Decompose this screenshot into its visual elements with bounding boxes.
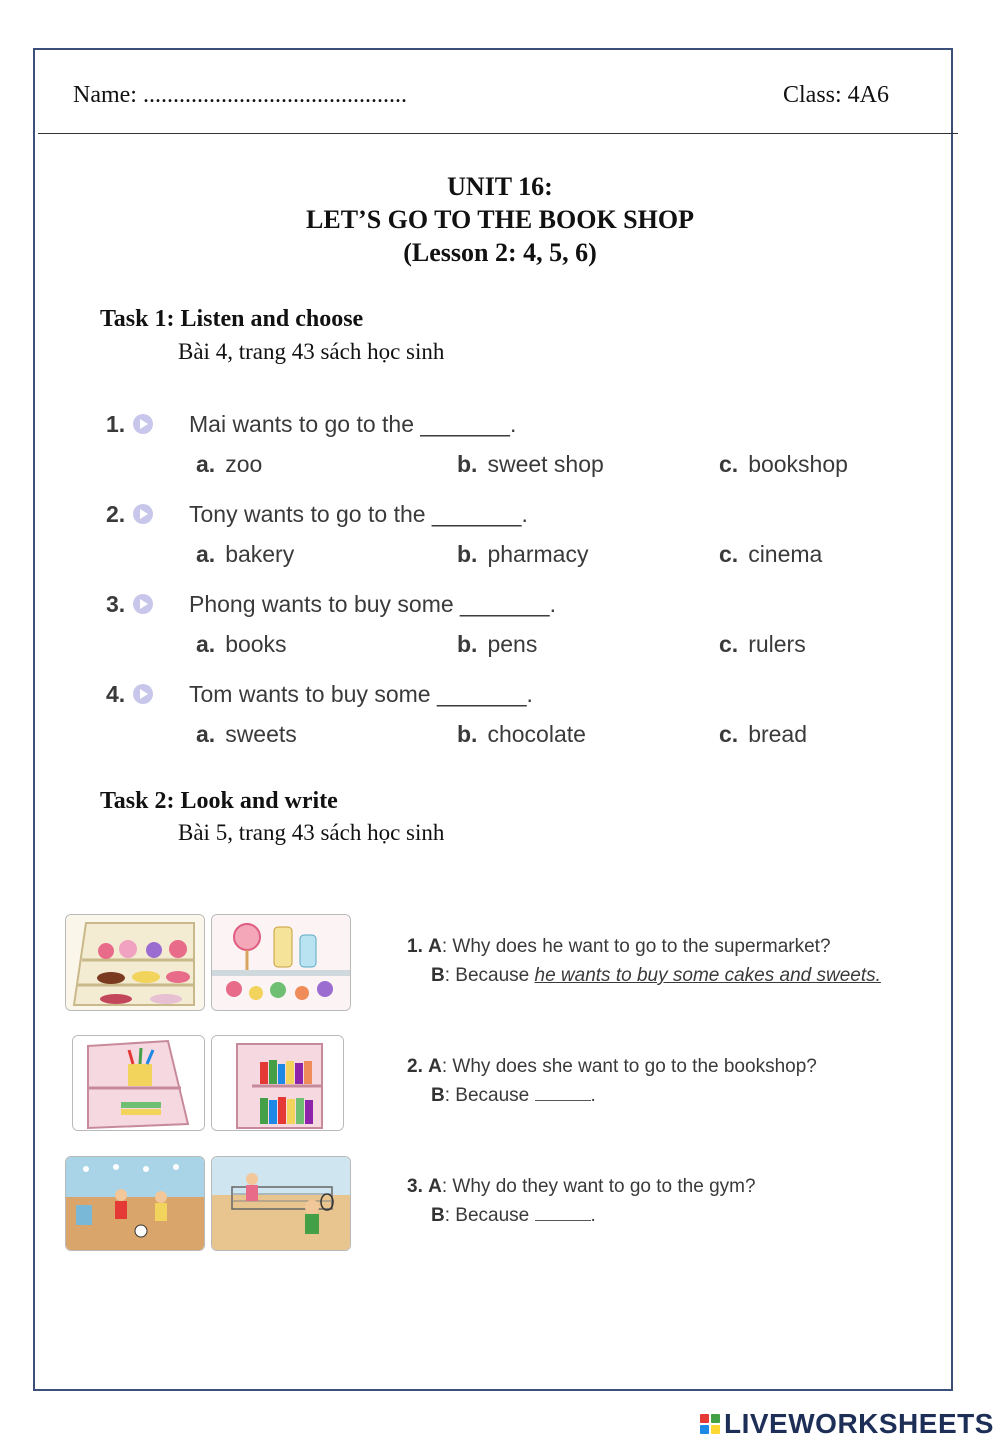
dialogue-2-question: 2. A: Why does she want to go to the bookshop?	[407, 1056, 817, 1077]
option-b[interactable]: b. sweet shop	[457, 451, 604, 477]
lesson-label: (Lesson 2: 4, 5, 6)	[403, 238, 597, 267]
logo-mark-icon	[700, 1414, 720, 1434]
example-answer: he wants to buy some cakes and sweets.	[534, 965, 881, 986]
question-number: 2.	[106, 501, 153, 528]
option-a[interactable]: a. sweets	[196, 721, 297, 747]
logo-text: LIVEWORKSHEETS	[724, 1408, 994, 1439]
class-label: Class: 4A6	[783, 82, 890, 108]
question-number: 1.	[106, 411, 153, 438]
question-number: 3.	[106, 591, 153, 618]
liveworksheets-logo[interactable]	[700, 1408, 994, 1440]
question-text: Tony wants to go to the _______.	[189, 501, 528, 527]
question-text: Phong wants to buy some _______.	[189, 591, 556, 617]
option-a[interactable]: a. books	[196, 631, 287, 657]
gym-badminton-picture	[211, 1156, 351, 1251]
dialogue-1-question: 1. A: Why does he want to go to the supermarket?	[407, 936, 831, 957]
option-a[interactable]: a. zoo	[196, 451, 263, 477]
dialogue-1-answer: B: Because he wants to buy some cakes and sweets.	[431, 965, 881, 986]
logo-square	[700, 1414, 709, 1423]
name-field-label: Name: ............................................	[73, 82, 407, 108]
play-audio-icon[interactable]	[133, 594, 153, 614]
gym-football-picture	[65, 1156, 205, 1251]
option-a[interactable]: a. bakery	[196, 541, 295, 567]
shelf-books-picture	[211, 1035, 344, 1131]
answer-blank-input[interactable]	[535, 1100, 591, 1101]
unit-title: UNIT 16:	[447, 172, 553, 201]
answer-blank-input[interactable]	[535, 1220, 591, 1221]
play-audio-icon[interactable]	[133, 414, 153, 434]
task1-subtitle: Bài 4, trang 43 sách học sinh	[178, 339, 445, 364]
sweet-shop-picture	[211, 914, 351, 1011]
option-b[interactable]: b. pharmacy	[457, 541, 589, 567]
option-b[interactable]: b. pens	[457, 631, 538, 657]
dialogue-2-answer: B: Because .	[431, 1085, 596, 1106]
option-b[interactable]: b. chocolate	[457, 721, 586, 747]
dialogue-3-question: 3. A: Why do they want to go to the gym?	[407, 1176, 756, 1197]
logo-square	[711, 1414, 720, 1423]
play-audio-icon[interactable]	[133, 504, 153, 524]
option-c[interactable]: c. rulers	[719, 631, 806, 657]
question-text: Tom wants to buy some _______.	[189, 681, 533, 707]
question-text: Mai wants to go to the _______.	[189, 411, 517, 437]
shelf-pens-picture	[72, 1035, 205, 1131]
task2-title: Task 2: Look and write	[100, 788, 338, 814]
cake-shop-picture	[65, 914, 205, 1011]
option-c[interactable]: c. cinema	[719, 541, 823, 567]
logo-square	[700, 1425, 709, 1434]
play-audio-icon[interactable]	[133, 684, 153, 704]
option-c[interactable]: c. bookshop	[719, 451, 848, 477]
task1-title: Task 1: Listen and choose	[100, 306, 364, 332]
unit-subtitle: LET’S GO TO THE BOOK SHOP	[306, 205, 694, 234]
option-c[interactable]: c. bread	[719, 721, 808, 747]
question-number: 4.	[106, 681, 153, 708]
logo-square	[711, 1425, 720, 1434]
dialogue-3-answer: B: Because .	[431, 1205, 596, 1226]
header-divider	[38, 133, 958, 134]
task2-subtitle: Bài 5, trang 43 sách học sinh	[178, 820, 445, 845]
